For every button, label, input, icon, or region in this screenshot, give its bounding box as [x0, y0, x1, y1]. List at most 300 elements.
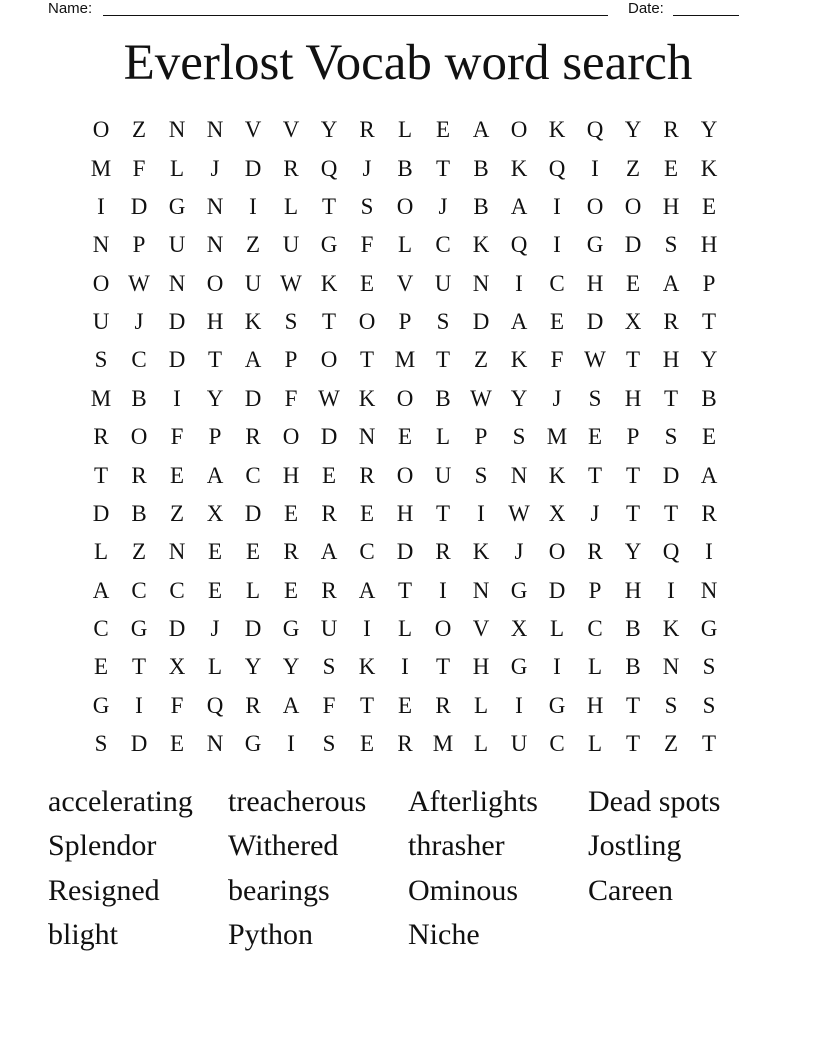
grid-letter: Y	[700, 347, 718, 373]
grid-letter: O	[396, 462, 414, 488]
grid-letter: H	[282, 462, 300, 488]
grid-letter: B	[435, 385, 451, 411]
grid-letter: E	[701, 424, 717, 450]
grid-letter: P	[208, 424, 222, 450]
grid-letter: C	[93, 616, 109, 642]
grid-letter: N	[168, 270, 186, 296]
grid-letter: S	[702, 692, 716, 718]
grid-letter: S	[664, 424, 678, 450]
grid-letter: T	[435, 654, 451, 680]
grid-letter: O	[92, 270, 110, 296]
grid-letter: U	[510, 731, 528, 757]
grid-letter: L	[245, 577, 261, 603]
grid-letter: U	[168, 232, 186, 258]
grid-letter: T	[701, 309, 717, 335]
grid-letter: S	[702, 654, 716, 680]
grid-letter: O	[434, 616, 452, 642]
grid-letter: M	[90, 385, 112, 411]
grid-letter: A	[244, 347, 262, 373]
grid-letter: T	[321, 193, 337, 219]
grid-letter: D	[168, 309, 186, 335]
grid-letter: D	[130, 193, 148, 219]
grid-letter: K	[510, 347, 528, 373]
grid-letter: A	[510, 309, 528, 335]
grid-letter: D	[244, 500, 262, 526]
word-list-item: Withered	[228, 829, 339, 863]
grid-letter: K	[548, 462, 566, 488]
grid-letter: T	[625, 347, 641, 373]
grid-letter: G	[168, 193, 186, 219]
grid-letter: J	[362, 155, 372, 181]
grid-letter: R	[245, 424, 261, 450]
grid-letter: A	[92, 577, 110, 603]
grid-letter: H	[472, 654, 490, 680]
grid-letter: R	[321, 500, 337, 526]
word-list-item: Dead spots	[588, 785, 721, 818]
grid-letter: Y	[624, 117, 642, 143]
grid-letter: X	[206, 500, 224, 526]
grid-letter: G	[92, 692, 110, 718]
grid-letter: T	[625, 500, 641, 526]
grid-letter: R	[587, 539, 603, 565]
grid-letter: D	[320, 424, 338, 450]
grid-letter: G	[320, 232, 338, 258]
grid-letter: L	[397, 232, 413, 258]
grid-letter: G	[130, 616, 148, 642]
name-label: Name:	[48, 0, 93, 17]
grid-letter: R	[701, 500, 717, 526]
grid-letter: E	[245, 539, 261, 565]
grid-letter: F	[360, 232, 374, 258]
grid-letter: I	[97, 193, 105, 219]
word-list-item: Python	[228, 917, 314, 951]
grid-letter: H	[624, 385, 642, 411]
grid-letter: P	[626, 424, 640, 450]
grid-letter: J	[438, 193, 448, 219]
grid-letter: L	[207, 654, 223, 680]
grid-letter: R	[131, 462, 147, 488]
grid-letter: O	[510, 117, 528, 143]
grid-letter: I	[249, 193, 257, 219]
grid-letter: R	[435, 692, 451, 718]
grid-letter: B	[397, 155, 413, 181]
word-list-item: Niche	[408, 917, 480, 951]
grid-letter: Z	[131, 117, 147, 143]
grid-letter: S	[322, 654, 336, 680]
grid-letter: R	[283, 155, 299, 181]
grid-letter: L	[283, 193, 299, 219]
grid-letter: U	[434, 270, 452, 296]
grid-letter: S	[436, 309, 450, 335]
grid-letter: C	[549, 270, 565, 296]
grid-letter: C	[169, 577, 185, 603]
grid-letter: W	[280, 270, 302, 296]
grid-letter: K	[510, 155, 528, 181]
grid-letter: R	[663, 117, 679, 143]
grid-letter: R	[359, 117, 375, 143]
grid-letter: D	[586, 309, 604, 335]
grid-letter: D	[244, 155, 262, 181]
grid-letter: X	[168, 654, 186, 680]
grid-letter: S	[474, 462, 488, 488]
grid-letter: A	[206, 462, 224, 488]
word-list-item: thrasher	[408, 829, 505, 863]
grid-letter: C	[245, 462, 261, 488]
grid-letter: I	[363, 616, 371, 642]
grid-letter: T	[625, 731, 641, 757]
grid-letter: F	[170, 692, 184, 718]
grid-letter: R	[435, 539, 451, 565]
grid-letter: D	[244, 616, 262, 642]
grid-letter: N	[358, 424, 376, 450]
grid-letter: H	[700, 232, 718, 258]
grid-letter: G	[548, 692, 566, 718]
grid-letter: N	[510, 462, 528, 488]
grid-letter: L	[169, 155, 185, 181]
name-blank-line	[103, 0, 608, 16]
grid-letter: L	[587, 654, 603, 680]
grid-letter: B	[625, 654, 641, 680]
grid-letter: R	[283, 539, 299, 565]
grid-letter: O	[206, 270, 224, 296]
grid-letter: B	[625, 616, 641, 642]
grid-letter: E	[663, 155, 679, 181]
grid-letter: Y	[700, 117, 718, 143]
grid-letter: U	[244, 270, 262, 296]
grid-letter: S	[94, 731, 108, 757]
grid-letter: Z	[169, 500, 185, 526]
word-list-item: Jostling	[588, 829, 682, 863]
grid-letter: L	[473, 731, 489, 757]
grid-letter: Y	[282, 654, 300, 680]
grid-letter: D	[396, 539, 414, 565]
grid-letter: T	[435, 500, 451, 526]
page-title: Everlost Vocab word search	[123, 35, 693, 91]
grid-letter: E	[169, 462, 185, 488]
grid-letter: I	[667, 577, 675, 603]
grid-letter: I	[135, 692, 143, 718]
grid-letter: E	[359, 500, 375, 526]
word-list-item: Careen	[588, 873, 673, 907]
grid-letter: O	[282, 424, 300, 450]
grid-letter: S	[322, 731, 336, 757]
grid-letter: E	[397, 692, 413, 718]
grid-letter: W	[584, 347, 606, 373]
grid-letter: T	[625, 462, 641, 488]
grid-letter: P	[398, 309, 412, 335]
grid-letter: G	[510, 577, 528, 603]
grid-letter: F	[550, 347, 564, 373]
grid-letter: I	[553, 193, 561, 219]
grid-letter: C	[435, 232, 451, 258]
grid-letter: T	[93, 462, 109, 488]
grid-letter: V	[244, 117, 262, 143]
grid-letter: S	[664, 692, 678, 718]
grid-letter: I	[287, 731, 295, 757]
grid-letter: D	[548, 577, 566, 603]
grid-letter: T	[435, 155, 451, 181]
grid-letter: H	[624, 577, 642, 603]
grid-letter: E	[169, 731, 185, 757]
grid-letter: M	[546, 424, 568, 450]
letter-grid	[82, 111, 728, 763]
grid-letter: D	[662, 462, 680, 488]
grid-letter: O	[358, 309, 376, 335]
grid-letter: L	[549, 616, 565, 642]
grid-letter: O	[92, 117, 110, 143]
grid-letter: Y	[206, 385, 224, 411]
grid-letter: E	[207, 577, 223, 603]
grid-letter: J	[134, 309, 144, 335]
grid-letter: N	[472, 270, 490, 296]
grid-letter: K	[244, 309, 262, 335]
date-label: Date:	[628, 0, 664, 17]
word-list-item: treacherous	[228, 785, 367, 818]
grid-letter: Q	[586, 117, 604, 143]
grid-letter: D	[168, 616, 186, 642]
grid-letter: U	[434, 462, 452, 488]
grid-letter: E	[359, 270, 375, 296]
grid-letter: O	[396, 193, 414, 219]
grid-letter: O	[624, 193, 642, 219]
grid-letter: P	[132, 232, 146, 258]
grid-letter: T	[663, 500, 679, 526]
grid-letter: I	[705, 539, 713, 565]
grid-letter: U	[282, 232, 300, 258]
grid-letter: F	[132, 155, 146, 181]
grid-letter: I	[401, 654, 409, 680]
grid-letter: H	[662, 193, 680, 219]
grid-letter: N	[662, 654, 680, 680]
grid-letter: S	[284, 309, 298, 335]
grid-letter: J	[210, 155, 220, 181]
grid-letter: R	[663, 309, 679, 335]
grid-letter: T	[359, 692, 375, 718]
grid-letter: X	[548, 500, 566, 526]
grid-letter: S	[512, 424, 526, 450]
grid-letter: L	[473, 692, 489, 718]
grid-letter: Z	[245, 232, 261, 258]
grid-letter: Q	[320, 155, 338, 181]
grid-letter: D	[624, 232, 642, 258]
grid-letter: M	[90, 155, 112, 181]
grid-letter: P	[284, 347, 298, 373]
grid-letter: A	[662, 270, 680, 296]
grid-letter: C	[131, 347, 147, 373]
grid-letter: T	[359, 347, 375, 373]
grid-letter: F	[170, 424, 184, 450]
grid-letter: I	[477, 500, 485, 526]
grid-letter: N	[206, 731, 224, 757]
grid-letter: Y	[510, 385, 528, 411]
grid-letter: N	[206, 117, 224, 143]
grid-letter: D	[472, 309, 490, 335]
grid-letter: A	[700, 462, 718, 488]
grid-letter: P	[588, 577, 602, 603]
grid-letter: R	[397, 731, 413, 757]
grid-letter: E	[207, 539, 223, 565]
grid-letter: Y	[320, 117, 338, 143]
grid-letter: D	[244, 385, 262, 411]
grid-letter: M	[394, 347, 416, 373]
grid-letter: L	[435, 424, 451, 450]
grid-letter: E	[587, 424, 603, 450]
grid-letter: K	[472, 539, 490, 565]
grid-letter: H	[206, 309, 224, 335]
grid-letter: B	[131, 500, 147, 526]
grid-letter: Y	[244, 654, 262, 680]
grid-letter: C	[131, 577, 147, 603]
word-list-item: bearings	[228, 873, 330, 907]
grid-letter: A	[320, 539, 338, 565]
word-list-item: Afterlights	[408, 785, 538, 818]
grid-letter: J	[514, 539, 524, 565]
grid-letter: Q	[662, 539, 680, 565]
grid-letter: E	[321, 462, 337, 488]
grid-letter: K	[662, 616, 680, 642]
grid-letter: R	[321, 577, 337, 603]
grid-letter: C	[549, 731, 565, 757]
grid-letter: G	[244, 731, 262, 757]
grid-letter: H	[586, 692, 604, 718]
grid-letter: O	[130, 424, 148, 450]
grid-letter: L	[397, 117, 413, 143]
grid-letter: N	[700, 577, 718, 603]
grid-letter: K	[358, 385, 376, 411]
grid-letter: Z	[625, 155, 641, 181]
grid-letter: U	[320, 616, 338, 642]
grid-letter: A	[358, 577, 376, 603]
grid-letter: E	[625, 270, 641, 296]
grid-letter: E	[701, 193, 717, 219]
grid-letter: W	[470, 385, 492, 411]
word-list-item: Splendor	[48, 829, 157, 863]
grid-letter: F	[322, 692, 336, 718]
grid-letter: L	[93, 539, 109, 565]
grid-letter: D	[130, 731, 148, 757]
grid-letter: T	[207, 347, 223, 373]
grid-letter: N	[168, 117, 186, 143]
grid-letter: E	[93, 654, 109, 680]
grid-letter: Q	[206, 692, 224, 718]
grid-letter: E	[435, 117, 451, 143]
grid-letter: I	[591, 155, 599, 181]
grid-letter: P	[702, 270, 716, 296]
grid-letter: O	[548, 539, 566, 565]
word-list	[48, 780, 768, 957]
grid-letter: O	[586, 193, 604, 219]
grid-letter: E	[283, 500, 299, 526]
grid-letter: T	[701, 731, 717, 757]
grid-letter: T	[321, 309, 337, 335]
grid-letter: I	[553, 232, 561, 258]
grid-letter: M	[432, 731, 454, 757]
grid-letter: J	[590, 500, 600, 526]
grid-letter: S	[664, 232, 678, 258]
date-blank-line	[673, 0, 739, 16]
grid-letter: I	[515, 270, 523, 296]
grid-letter: N	[206, 232, 224, 258]
grid-letter: N	[168, 539, 186, 565]
grid-letter: P	[474, 424, 488, 450]
grid-letter: T	[131, 654, 147, 680]
grid-letter: F	[284, 385, 298, 411]
word-list-item: Ominous	[408, 873, 519, 907]
grid-letter: N	[206, 193, 224, 219]
grid-letter: R	[245, 692, 261, 718]
grid-letter: K	[358, 654, 376, 680]
grid-letter: J	[552, 385, 562, 411]
grid-letter: Z	[131, 539, 147, 565]
grid-letter: T	[435, 347, 451, 373]
grid-letter: W	[318, 385, 340, 411]
grid-letter: L	[397, 616, 413, 642]
grid-letter: G	[700, 616, 718, 642]
grid-letter: T	[397, 577, 413, 603]
grid-letter: T	[625, 692, 641, 718]
grid-letter: I	[515, 692, 523, 718]
grid-letter: Z	[473, 347, 489, 373]
grid-letter: T	[663, 385, 679, 411]
word-list-item: blight	[48, 917, 119, 951]
grid-letter: I	[173, 385, 181, 411]
grid-letter: C	[587, 616, 603, 642]
grid-letter: E	[283, 577, 299, 603]
grid-letter: B	[473, 155, 489, 181]
grid-letter: V	[472, 616, 490, 642]
grid-letter: V	[282, 117, 300, 143]
grid-letter: K	[472, 232, 490, 258]
grid-letter: Q	[510, 232, 528, 258]
grid-letter: N	[92, 232, 110, 258]
grid-letter: B	[131, 385, 147, 411]
grid-letter: A	[472, 117, 490, 143]
grid-letter: S	[588, 385, 602, 411]
grid-letter: I	[553, 654, 561, 680]
grid-letter: D	[92, 500, 110, 526]
grid-letter: S	[94, 347, 108, 373]
grid-letter: H	[662, 347, 680, 373]
grid-letter: X	[624, 309, 642, 335]
grid-letter: S	[360, 193, 374, 219]
grid-letter: K	[320, 270, 338, 296]
grid-letter: L	[587, 731, 603, 757]
grid-letter: O	[320, 347, 338, 373]
grid-letter: E	[549, 309, 565, 335]
grid-letter: I	[439, 577, 447, 603]
grid-letter: O	[396, 385, 414, 411]
grid-letter: W	[508, 500, 530, 526]
grid-letter: E	[359, 731, 375, 757]
grid-letter: U	[92, 309, 110, 335]
grid-letter: A	[282, 692, 300, 718]
grid-letter: G	[586, 232, 604, 258]
grid-letter: G	[282, 616, 300, 642]
word-list-item: accelerating	[48, 785, 193, 818]
grid-letter: H	[396, 500, 414, 526]
grid-letter: H	[586, 270, 604, 296]
grid-letter: B	[701, 385, 717, 411]
grid-letter: J	[210, 616, 220, 642]
grid-letter: Y	[624, 539, 642, 565]
grid-letter: Z	[663, 731, 679, 757]
grid-letter: B	[473, 193, 489, 219]
grid-letter: W	[128, 270, 150, 296]
grid-letter: N	[472, 577, 490, 603]
grid-letter: A	[510, 193, 528, 219]
grid-letter: V	[396, 270, 414, 296]
word-list-item: Resigned	[48, 873, 160, 907]
